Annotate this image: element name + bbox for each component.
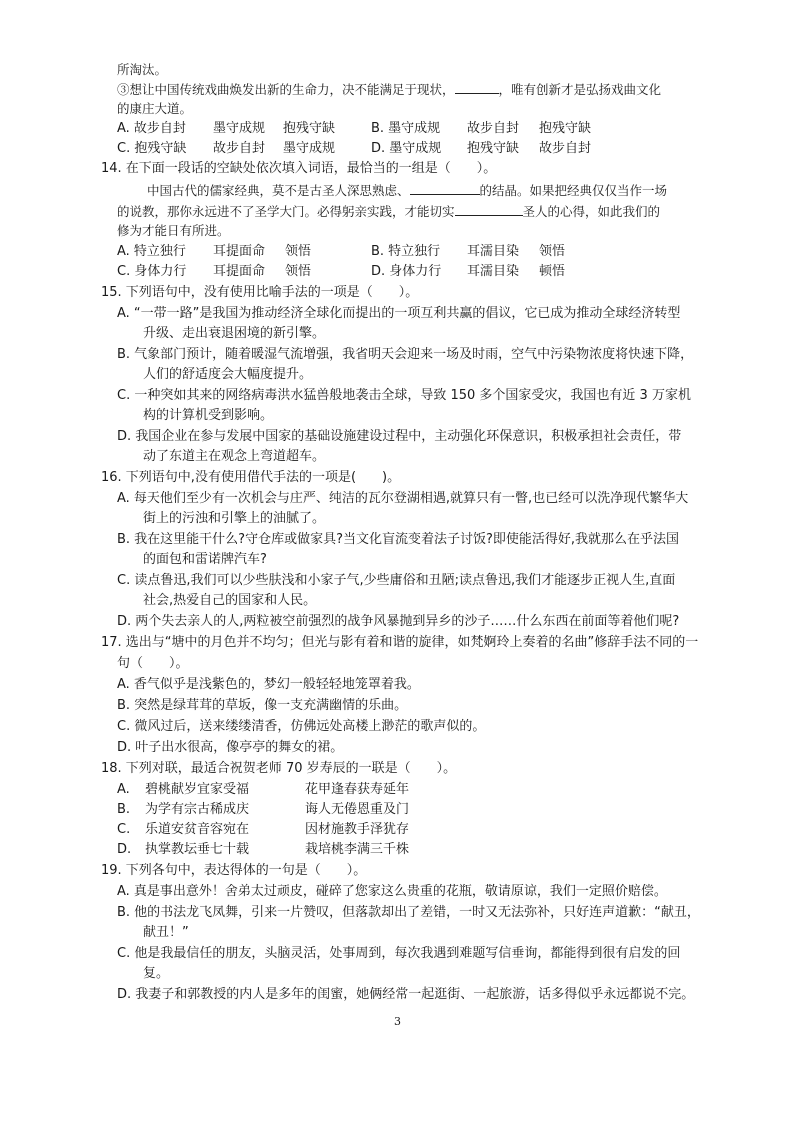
blank-line [455,79,499,94]
option-line: B. 突然是绿茸茸的草坂，像一支充满幽情的乐曲。 [117,698,408,713]
option-line: B. 我在这里能干什么?守仓库或做家具?当文化盲流变着法子讨饭?即使能活得好,我就那么在乎法国 [117,532,680,547]
option-line: A. 真是事出意外！舍弟太过顽皮，碰碎了您家这么贵重的花瓶，敬请原谅，我们一定照价赔偿。 [117,884,667,899]
text-line: 中国古代的儒家经典，莫不是古圣人深思熟虑、 的结晶。如果把经典仅仅当作一场 [147,180,667,201]
option-line: A. 每天他们至少有一次机会与庄严、纯洁的瓦尔登湖相遇,就算只有一瞥,也已经可以洗净现代繁华大 [117,491,689,506]
couplet-option: B. 为学有宗古稀成庆 诲人无倦恩重及门 [117,802,410,817]
option-line: 构的计算机受到影响。 [143,408,274,423]
couplet-option: C. 乐道安贫音容宛在 因材施教手泽犹存 [117,822,410,837]
text-line: 所淘汰。 [117,62,168,77]
option-line: 的面包和雷诺牌汽车? [143,552,267,567]
option-line: 献丑！” [143,925,189,940]
option-line: 动了东道主在观念上弯道超车。 [143,449,326,464]
option-row: A. 故步自封 墨守成规 抱残守缺 B. 墨守成规 故步自封 抱残守缺 [117,121,592,136]
question-stem: 14. 在下面一段话的空缺处依次填入词语，最恰当的一组是（ ）。 [101,161,497,176]
text-line: 的康庄大道。 [117,101,193,116]
option-row: C. 抱残守缺 故步自封 墨守成规 D. 墨守成规 抱残守缺 故步自封 [117,141,592,156]
couplet-option: A. 碧桃献岁宜家受福 花甲逢春获寿延年 [117,782,410,797]
option-line: C. 他是我最信任的朋友，头脑灵活，处事周到，每次我遇到难题写信垂询，都能得到很有启发的回 [117,946,681,961]
option-row: A. 特立独行 耳提面命 领悟 B. 特立独行 耳濡目染 领悟 [117,244,566,259]
option-line: 街上的污浊和引擎上的油腻了。 [143,511,326,526]
option-line: C. 微风过后，送来缕缕清香，仿佛远处高楼上渺茫的歌声似的。 [117,719,486,734]
option-line: C. 一种突如其来的网络病毒洪水猛兽般地袭击全球，导致 150 多个国家受灾，我国也有近 3 万家机 [117,388,691,403]
option-line: 社会,热爱自己的国家和人民。 [143,593,317,608]
text-line: ③想让中国传统戏曲焕发出新的生命力，决不能满足于现状， ，唯有创新才是弘扬戏曲文化 [117,79,661,100]
option-line: D. 我国企业在参与发展中国家的基础设施建设过程中，主动强化环保意识，积极承担社会责任，带 [117,429,682,444]
option-line: B. 他的书法龙飞凤舞，引来一片赞叹，但落款却出了差错，一时又无法弥补，只好连声道歉：“献丑， [117,905,700,920]
option-line: 升级、走出衰退困境的新引擎。 [143,326,326,341]
question-stem: 16. 下列语句中,没有使用借代手法的一项是( )。 [101,470,401,485]
question-stem: 句（ ）。 [117,656,189,671]
question-stem: 17. 选出与“塘中的月色并不均匀；但光与影有着和谐的旋律，如梵婀玲上奏着的名曲”修辞手法不同的一 [101,635,699,650]
option-line: D. 两个失去亲人的人,两粒被空前强烈的战争风暴抛到异乡的沙子……什么东西在前面等着他们呢? [117,614,680,629]
couplet-option: D. 执掌教坛垂七十载 栽培桃李满三千株 [117,842,410,857]
blank-line [455,201,523,216]
text-line: 的说教，那你永远进不了圣学大门。必得躬亲实践，才能切实 圣人的心得，如此我们的 [117,201,660,222]
option-line: 复。 [143,966,170,981]
option-line: D. 我妻子和郭教授的内人是多年的闺蜜，她俩经常一起逛街、一起旅游，话多得似乎永远都说不完。 [117,987,695,1002]
option-line: 人们的舒适度会大幅度提升。 [143,367,313,382]
blank-line [410,180,480,195]
option-row: C. 身体力行 耳提面命 领悟 D. 身体力行 耳濡目染 顿悟 [117,264,566,279]
question-stem: 15. 下列语句中，没有使用比喻手法的一项是（ ）。 [101,285,419,300]
question-stem: 18. 下列对联，最适合祝贺老师 70 岁寿辰的一联是（ ）。 [101,761,457,776]
option-line: C. 读点鲁迅,我们可以少些肤浅和小家子气,少些庸俗和丑陋;读点鲁迅,我们才能逐步正视人生,直面 [117,573,676,588]
page-number: 3 [394,1015,401,1028]
option-line: A. “一带一路”是我国为推动经济全球化而提出的一项互利共赢的倡议，它已成为推动全球经济转型 [117,306,681,321]
option-line: B. 气象部门预计，随着暖湿气流增强，我省明天会迎来一场及时雨，空气中污染物浓度将快速下降， [117,347,694,362]
option-line: D. 叶子出水很高，像亭亭的舞女的裙。 [117,740,344,755]
text-line: 修为才能日有所进。 [117,223,230,238]
question-stem: 19. 下列各句中，表达得体的一句是（ ）。 [101,863,367,878]
option-line: A. 香气似乎是浅紫色的，梦幻一般轻轻地笼罩着我。 [117,677,420,692]
